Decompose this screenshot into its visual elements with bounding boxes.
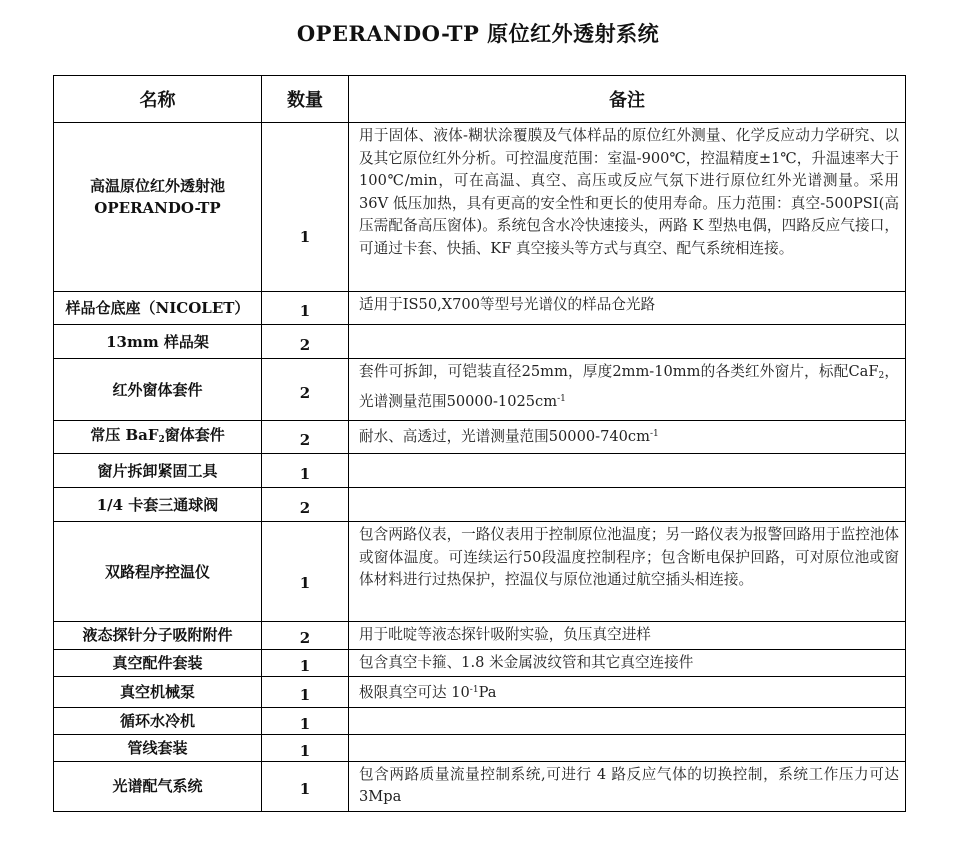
table-row <box>54 292 906 325</box>
item-note: 包含两路质量流量控制系统,可进行 4 路反应气体的切换控制，系统工作压力可达 3Mpa <box>349 761 906 811</box>
table-row <box>54 522 906 622</box>
table-row <box>54 421 906 454</box>
page-title: OPERANDO-TP 原位红外透射系统 <box>296 21 660 46</box>
item-qty: 1 <box>262 123 349 292</box>
table-row <box>54 488 906 522</box>
item-name: 1/4 卡套三通球阀 <box>54 488 262 522</box>
item-note: 包含真空卡箍、1.8 米金属波纹管和其它真空连接件 <box>349 649 906 677</box>
item-note: 适用于IS50,X700等型号光谱仪的样品仓光路 <box>349 292 906 325</box>
equipment-table <box>53 75 906 812</box>
item-note: 用于吡啶等液态探针吸附实验，负压真空进样 <box>349 622 906 650</box>
item-name: 液态探针分子吸附附件 <box>54 622 262 650</box>
item-name: 光谱配气系统 <box>54 761 262 811</box>
table-row <box>54 454 906 488</box>
item-note <box>349 359 906 421</box>
item-qty: 1 <box>262 707 349 734</box>
table-row <box>54 123 906 292</box>
table-row <box>54 707 906 734</box>
item-name: 管线套装 <box>54 734 262 761</box>
header-note: 备注 <box>349 76 906 123</box>
note-text: 极限真空可达 10 <box>359 684 470 702</box>
note-text: ，光谱测量范围50000-1025cm <box>359 363 899 410</box>
item-qty: 2 <box>262 359 349 421</box>
table-header-row <box>54 76 906 123</box>
item-name: 真空配件套装 <box>54 649 262 677</box>
item-name: 红外窗体套件 <box>54 359 262 421</box>
table-row <box>54 761 906 811</box>
item-note <box>349 677 906 708</box>
name-subscript: 2 <box>158 434 165 445</box>
name-text: 窗体套件 <box>164 425 225 444</box>
note-subscript: 2 <box>878 371 885 381</box>
table-row <box>54 622 906 650</box>
item-qty: 1 <box>262 734 349 761</box>
item-qty: 1 <box>262 677 349 708</box>
note-text: 耐水、高透过，光谱测量范围50000-740cm <box>359 428 650 445</box>
item-note <box>349 325 906 359</box>
item-name: 13mm 样品架 <box>54 325 262 359</box>
note-superscript: -1 <box>649 429 659 439</box>
item-qty: 1 <box>262 292 349 325</box>
table-row <box>54 677 906 708</box>
table-row <box>54 649 906 677</box>
note-text: Pa <box>478 684 497 702</box>
item-name: 窗片拆卸紧固工具 <box>54 454 262 488</box>
item-note <box>349 454 906 488</box>
item-note <box>349 421 906 454</box>
note-superscript: -1 <box>469 685 479 696</box>
item-qty: 1 <box>262 454 349 488</box>
item-name <box>54 123 262 292</box>
item-name-line: OPERANDO-TP <box>94 199 221 217</box>
item-qty: 1 <box>262 649 349 677</box>
item-note: 包含两路仪表，一路仪表用于控制原位池温度；另一路仪表为报警回路用于监控池体或窗体温度。可连续运行50段温度控制程序；包含断电保护回路，可对原位池或窗体材料进行过热保护，控温仪与原位池通过航空插头相连接。 <box>349 522 906 622</box>
item-note <box>349 707 906 734</box>
item-note <box>349 734 906 761</box>
header-qty: 数量 <box>262 76 349 123</box>
item-qty: 1 <box>262 761 349 811</box>
item-name: 真空机械泵 <box>54 677 262 708</box>
item-name: 样品仓底座（NICOLET） <box>54 292 262 325</box>
item-qty: 1 <box>262 522 349 622</box>
table-row <box>54 359 906 421</box>
header-name: 名称 <box>54 76 262 123</box>
item-qty: 2 <box>262 488 349 522</box>
item-name-line: 高温原位红外透射池 <box>89 177 225 195</box>
note-superscript: -1 <box>557 393 566 404</box>
item-note: 用于固体、液体-糊状涂覆膜及气体样品的原位红外测量、化学反应动力学研究、以及其它原位红外分析。可控温度范围：室温-900℃，控温精度±1℃，升温速率大于 100℃/min，可在高温、真空、高压或反应气氛下进行原位红外光谱测量。采用 36V 低压加热，具有更高的安全性和更长的使用寿命。压力范围：真空-500PSI(高压需配备高压窗体)。系统包含水冷快速接头，两路 K 型热电偶，四路反应气接口，可通过卡套、快插、KF 真空接头等方式与真空、配气系统相连接。 <box>349 123 906 292</box>
item-qty: 2 <box>262 325 349 359</box>
item-qty: 2 <box>262 421 349 454</box>
table-row <box>54 734 906 761</box>
item-name: 双路程序控温仪 <box>54 522 262 622</box>
item-name <box>54 421 262 454</box>
item-note <box>349 488 906 522</box>
note-text: 套件可拆卸，可铠装直径25mm，厚度2mm-10mm的各类红外窗片，标配CaF <box>359 363 879 380</box>
item-name: 循环水冷机 <box>54 707 262 734</box>
name-text: 常压 BaF <box>90 425 159 444</box>
item-qty: 2 <box>262 622 349 650</box>
table-row <box>54 325 906 359</box>
